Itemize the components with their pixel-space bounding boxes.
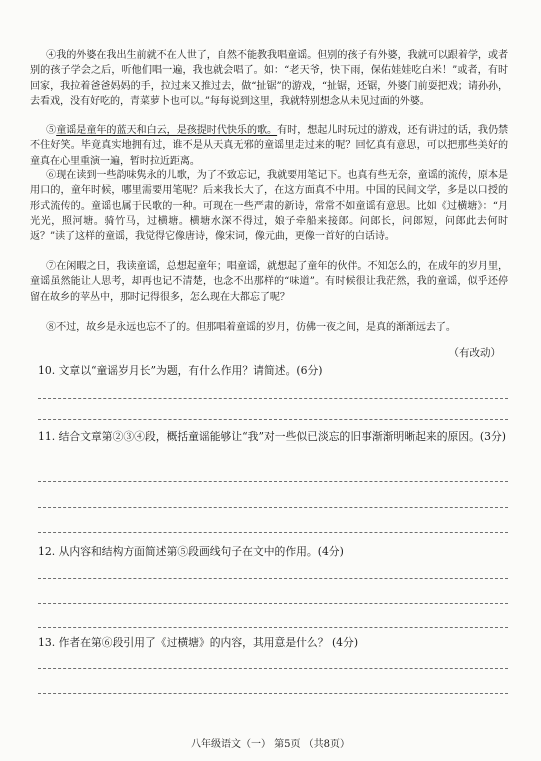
answer-line[interactable] — [38, 693, 508, 694]
adaptation-note: （有改动） — [448, 347, 501, 359]
question-10: 10. 文章以“童谣岁月长”为题，有什么作用？请简述。(6分) — [38, 364, 323, 377]
answer-line[interactable] — [38, 398, 508, 399]
answer-line[interactable] — [38, 419, 508, 420]
paragraph-5-rest: 有时，想起儿时玩过的游戏，还有讲过的话，我仍禁不住好笑。毕竟真实地拥有过，谁不是从天真无邪的童谣里走过来的呢？回忆真有意思，可以把那些美好的童真在心里重演一遍，暂时拉近距离。 — [30, 125, 508, 167]
answer-line[interactable] — [38, 481, 508, 482]
question-11: 11. 结合文章第②③④段，概括童谣能够让“我”对一些似已淡忘的旧事渐渐明晰起来的原因。(3分) — [38, 430, 507, 443]
answer-line[interactable] — [38, 668, 508, 669]
paragraph-5 — [30, 123, 508, 169]
paragraph-8: ⑧不过，故乡是永远也忘不了的。但那唱着童谣的岁月，仿佛一夜之间，是真的渐渐远去了。 — [46, 322, 456, 333]
page-footer: 八年级语文（一） 第5页 （共8页） — [190, 739, 351, 750]
answer-line[interactable] — [38, 507, 508, 508]
answer-line[interactable] — [38, 627, 508, 628]
question-13: 13. 作者在第⑥段引用了《过横塘》的内容，其用意是什么？ (4分) — [38, 636, 359, 649]
answer-line[interactable] — [38, 532, 508, 533]
paragraph-6: ⑥现在读到一些韵味隽永的儿歌，为了不致忘记，我就要用笔记下。也真有些无奈，童谣的流传，原本是用口的，童年时候，哪里需要用笔呢？后来我长大了，在这方面真不中用。中国的民间文学，多是以口授的形式流传的。童谣也属于民歌的一种。可现在一些严肃的新诗，常常不如童谣有意思。比如《过横塘》：“月光光，照河塘。骑竹马，过横塘。横塘水深不得过，娘子牵船来接郎。问郎长，问郎短，问郎此去何时返？”读了这样的童谣，我觉得它像唐诗，像宋词，像元曲，更像一首好的白话诗。 — [30, 170, 508, 243]
answer-line[interactable] — [38, 578, 508, 579]
answer-line[interactable] — [38, 603, 508, 604]
paragraph-4: ④我的外婆在我出生前就不在人世了，自然不能教我唱童谣。但别的孩子有外婆，我就可以跟着学，或者别的孩子学会之后，听他们唱一遍，我也就会唱了。如：“老天爷，快下雨，保佑娃娃吃白米！”或者，有时回家，我拉着爸爸妈妈的手，拉过来又推过去，做“扯锯”的游戏，“扯锯，还锯，外婆门前耍把戏；请孙孙，去看戏，没有好吃的，青菜萝卜也可以。”每每说到这里，我就特别想念从未见过面的外婆。 — [30, 50, 508, 107]
question-12: 12. 从内容和结构方面简述第⑤段画线句子在文中的作用。(4分) — [38, 545, 344, 558]
underlined-sentence: 童谣是童年的蓝天和白云，是孩提时代快乐的歌。 — [56, 125, 278, 136]
paragraph-7: ⑦在闲暇之日，我读童谣，总想起童年；唱童谣，就想起了童年的伙伴。不知怎么的，在成年的岁月里，童谣虽然能让人思考，却再也记不清楚，也念不出那样的“味道”。有时候很让我茫然，我的童谣，似乎还停留在故乡的苹丛中，那时记得很多，怎么现在大都忘了呢？ — [30, 261, 508, 303]
paragraph-5-number: ⑤ — [46, 125, 57, 136]
